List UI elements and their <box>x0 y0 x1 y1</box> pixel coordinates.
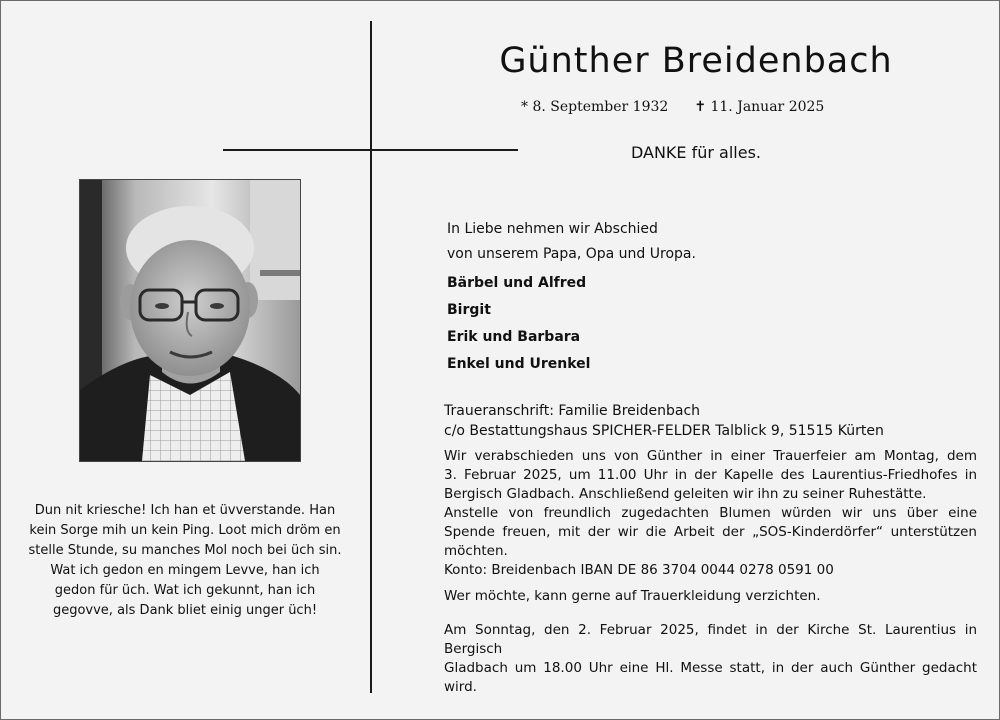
intro-line: In Liebe nehmen wir Abschied <box>447 221 658 237</box>
poem-line: gedon für üch. Wat ich gekunnt, han ich <box>54 583 316 598</box>
clothing-note-text: Wer möchte, kann gerne auf Trauerkleidung verzichten. <box>444 588 821 604</box>
birth-date: * 8. September 1932 <box>521 99 669 115</box>
mourner-entry: Enkel und Urenkel <box>447 356 591 372</box>
intro-line: von unserem Papa, Opa und Uropa. <box>447 246 696 262</box>
mass-line: wird. <box>444 679 477 695</box>
address-line: Traueranschrift: Familie Breidenbach <box>444 403 701 419</box>
address-line: c/o Bestattungshaus SPICHER-FELDER Talblick 9, 51515 Kürten <box>444 423 884 439</box>
cross-vertical-bar <box>370 21 372 693</box>
service-line: Wir verabschieden uns von Günther in einer Trauerfeier am Montag, dem <box>444 448 977 464</box>
bank-account: Konto: Breidenbach IBAN DE 86 3704 0044 0278 0591 00 <box>444 562 834 578</box>
mass-line: Am Sonntag, den 2. Februar 2025, findet in der Kirche St. Laurentius in Bergisch <box>444 622 977 657</box>
service-line: Spende freuen, mit der wir die Arbeit der „SOS-Kinderdörfer“ unterstützen <box>444 524 977 540</box>
poem-line: gegovve, als Dank bliet einig unger üch! <box>52 603 318 618</box>
poem-line: Wat ich gedon en mingem Levve, han ich <box>50 563 320 578</box>
deceased-name: Günther Breidenbach <box>499 41 893 81</box>
mourner-entry: Birgit <box>447 302 491 318</box>
poem-line: stelle Stunde, su manches Mol noch bei üch sin. <box>28 543 342 558</box>
service-line: 3. Februar 2025, um 11.00 Uhr in der Kapelle des Laurentius-Friedhofes in <box>444 467 977 483</box>
mourner-entry: Bärbel und Alfred <box>447 275 587 291</box>
death-date: ✝ 11. Januar 2025 <box>694 99 825 115</box>
poem-text <box>15 501 355 621</box>
mourning-address <box>444 401 884 441</box>
service-details <box>444 447 977 580</box>
thanks-line: DANKE für alles. <box>630 143 762 162</box>
portrait-illustration <box>80 180 300 461</box>
mass-details <box>444 621 977 697</box>
mourners-list <box>447 270 590 378</box>
life-dates <box>521 99 871 115</box>
service-line: möchten. <box>444 543 508 559</box>
mass-line: Gladbach um 18.00 Uhr eine Hl. Messe statt, in der auch Günther gedacht <box>444 660 977 676</box>
service-line: Bergisch Gladbach. Anschließend geleiten wir ihn zu seiner Ruhestätte. <box>444 486 927 502</box>
portrait-photo <box>79 179 301 462</box>
service-line: Anstelle von freundlich zugedachten Blumen würden wir uns über eine <box>444 505 977 521</box>
mourner-entry: Erik und Barbara <box>447 329 581 345</box>
cross-horizontal-bar <box>223 149 518 151</box>
poem-line: kein Sorge mih un kein Ping. Loot mich dröm en <box>29 523 341 538</box>
clothing-note <box>444 587 977 606</box>
farewell-intro <box>447 217 696 267</box>
poem-line: Dun nit kriesche! Ich han et üvverstande. Han <box>34 503 336 518</box>
